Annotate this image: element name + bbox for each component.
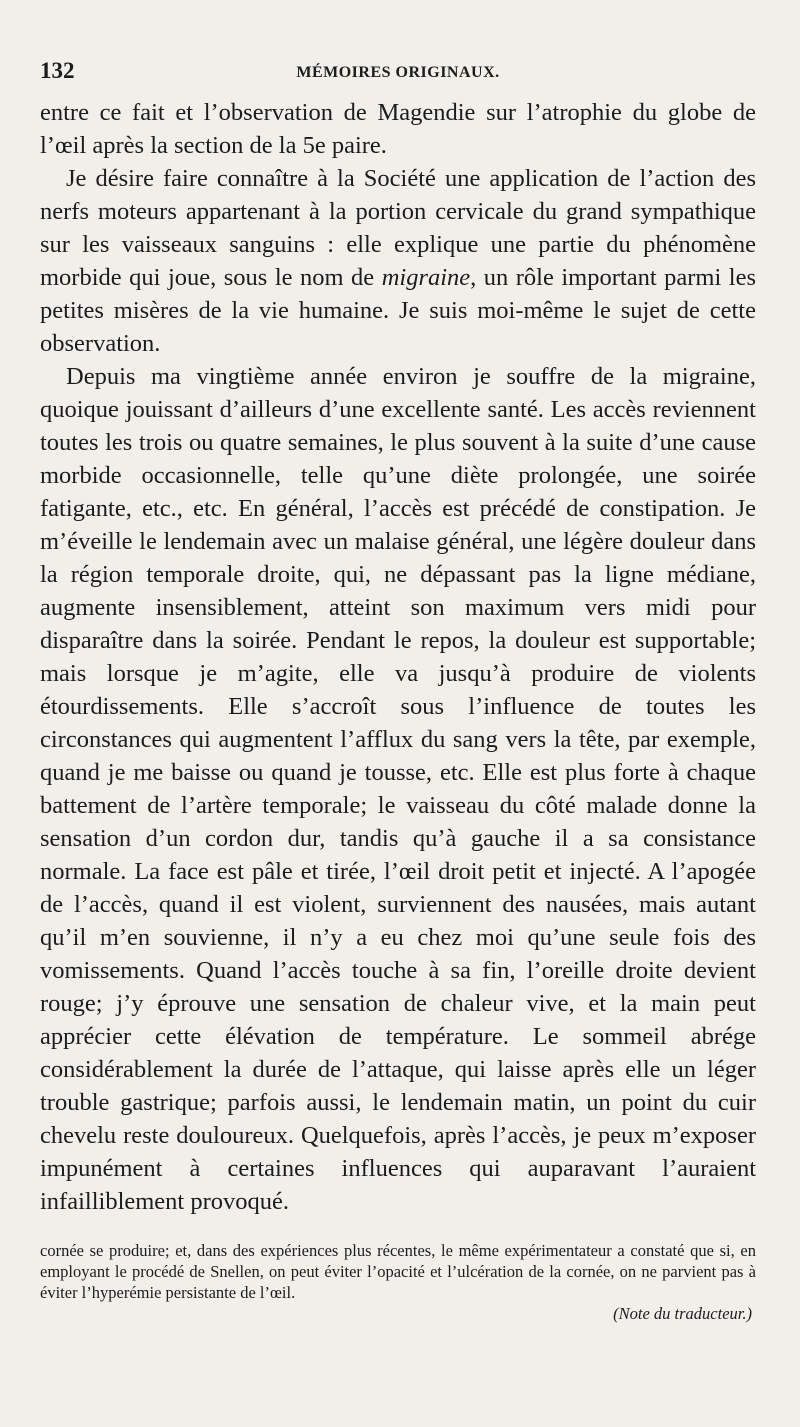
main-text xyxy=(40,96,756,1218)
footnote-text: cornée se produire; et, dans des expériences plus récentes, le même expérimentateur a constaté que si, en employant le procédé de Snellen, on peut éviter l’opacité et l’ulcération de la cornée, on ne parvient pas à éviter l’hyperémie persistante de l’œil. xyxy=(40,1241,756,1302)
paragraph-2-italic-term: migraine xyxy=(381,264,471,291)
running-head: MÉMOIRES ORIGINAUX. xyxy=(296,64,500,81)
footnote-attribution: (Note du traducteur.) xyxy=(613,1304,752,1323)
page-number: 132 xyxy=(40,58,75,83)
paragraph-1: entre ce fait et l’observation de Magendie sur l’atrophie du globe de l’œil après la section de la 5e paire. xyxy=(40,99,756,159)
footnote xyxy=(40,1240,756,1324)
paragraph-2 xyxy=(40,162,756,360)
paragraph-2-end: , un rôle important parmi les petites misères de la vie humaine. Je suis moi-même le sujet de cette observation. xyxy=(40,264,756,357)
paragraph-2-start: Je désire faire connaître à la Société une application de l’action des nerfs moteurs appartenant à la portion cervicale du grand sympathique sur les vaisseaux sanguins : elle explique une partie du phénomène morbide qui joue, sous le nom de xyxy=(40,165,756,291)
page-header xyxy=(40,58,756,92)
paragraph-3: Depuis ma vingtième année environ je souffre de la migraine, quoique jouissant d’ailleurs d’une excellente santé. Les accès reviennent toutes les trois ou quatre semaines, le plus souvent à la suite d’une cause morbide occasionnelle, telle qu’une diète prolongée, une soirée fatigante, etc., etc. En général, l’accès est précédé de constipation. Je m’éveille le lendemain avec un malaise général, une légère douleur dans la région temporale droite, qui, ne dépassant pas la ligne médiane, augmente insensiblement, atteint son maximum vers midi pour disparaître dans la soirée. Pendant le repos, la douleur est supportable; mais lorsque je m’agite, elle va jusqu’à produire de violents étourdissements. Elle s’accroît sous l’influence de toutes les circonstances qui augmentent l’afflux du sang vers la tête, par exemple, quand je me baisse ou quand je tousse, etc. Elle est plus forte à chaque battement de l’artère temporale; le vaisseau du côté malade donne la sensation d’un cordon dur, tandis qu’à gauche il a sa consistance normale. La face est pâle et tirée, l’œil droit petit et injecté. A l’apogée de l’accès, quand il est violent, surviennent des nausées, mais autant qu’il m’en souvienne, il n’y a eu chez moi qu’une seule fois des vomissements. Quand l’accès touche à sa fin, l’oreille droite devient rouge; j’y éprouve une sensation de chaleur vive, et la main peut apprécier cette élévation de température. Le sommeil abrége considérablement la durée de l’attaque, qui laisse après elle un léger trouble gastrique; parfois aussi, le lendemain matin, un point du cuir chevelu reste douloureux. Quelquefois, après l’accès, je peux m’exposer impunément à certaines influences qui auparavant l’auraient infailliblement provoqué. xyxy=(40,363,756,1215)
